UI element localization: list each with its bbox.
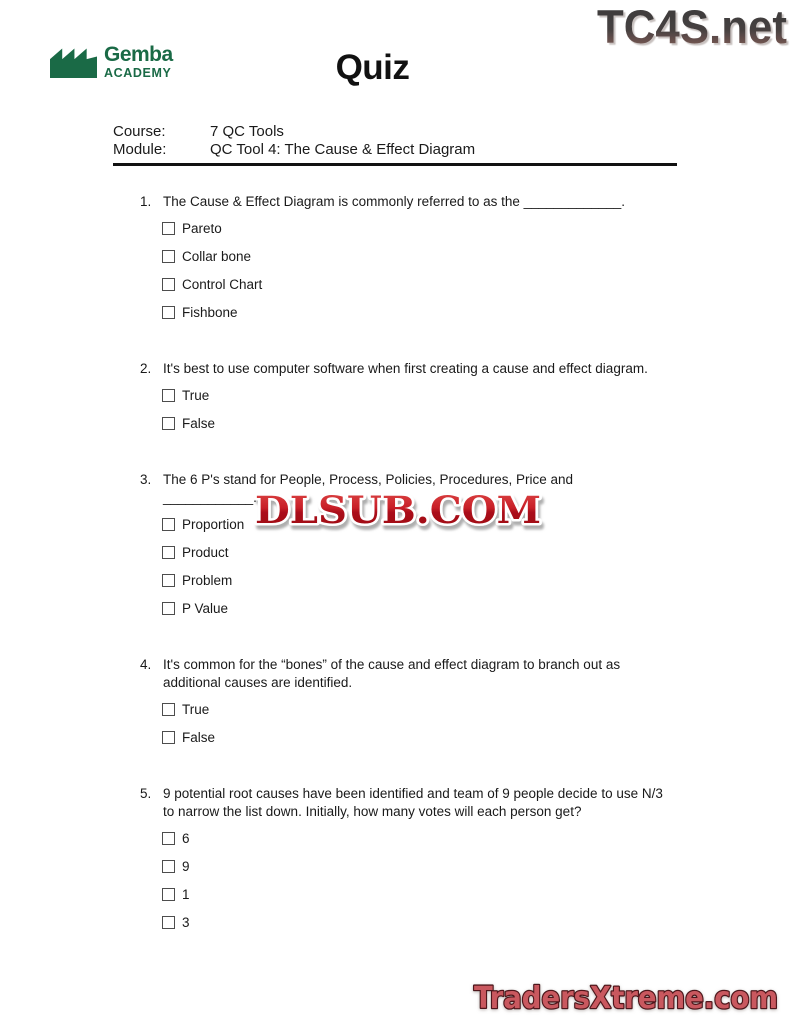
tc4s-watermark-text: TC4S.net	[597, 0, 788, 53]
question-text: 9 potential root causes have been identified and team of 9 people decide to use N/3 to narrow the list down. Initially, how many votes will each person get?	[163, 786, 663, 819]
answer-checkbox[interactable]	[162, 389, 175, 402]
answer-option	[162, 915, 665, 930]
answer-checkbox[interactable]	[162, 546, 175, 559]
answer-option-label: True	[182, 388, 210, 403]
watermark-center	[250, 485, 550, 540]
course-value: 7 QC Tools	[210, 123, 284, 140]
question-1	[140, 193, 665, 320]
answer-checkbox[interactable]	[162, 574, 175, 587]
logo-subtitle: ACADEMY	[104, 66, 172, 80]
answer-option-label: Problem	[182, 573, 233, 588]
answer-option-label: Proportion	[182, 517, 245, 532]
answer-checkbox[interactable]	[162, 860, 175, 873]
answer-option-label: 3	[182, 915, 190, 930]
question-list	[140, 193, 665, 970]
question-text: It's best to use computer software when first creating a cause and effect diagram.	[163, 361, 648, 376]
question-number: 1.	[140, 194, 152, 209]
tc4s-watermark-graphic	[595, 0, 791, 54]
question-number: 3.	[140, 472, 152, 487]
course-module-header	[113, 123, 677, 166]
answer-option-label: Fishbone	[182, 305, 238, 320]
question-number: 5.	[140, 786, 152, 801]
module-row	[113, 141, 677, 159]
answer-checkbox[interactable]	[162, 306, 175, 319]
answer-option	[162, 573, 665, 588]
answer-option-label: Product	[182, 545, 229, 560]
answer-option	[162, 221, 665, 236]
page-title: Quiz	[335, 48, 410, 87]
answer-checkbox[interactable]	[162, 731, 175, 744]
answer-option-label: P Value	[182, 601, 229, 616]
answer-checkbox[interactable]	[162, 888, 175, 901]
answer-option	[162, 388, 665, 403]
answer-option	[162, 601, 665, 616]
answer-option	[162, 249, 665, 264]
answer-checkbox[interactable]	[162, 222, 175, 235]
question-text: The 6 P's stand for People, Process, Policies, Procedures, Price and ____________.	[163, 472, 574, 505]
dlsub-watermark-graphic	[250, 485, 550, 535]
question-4	[140, 656, 665, 745]
module-value: QC Tool 4: The Cause & Effect Diagram	[210, 141, 476, 158]
question-text: The Cause & Effect Diagram is commonly referred to as the _____________.	[163, 194, 626, 209]
answer-option	[162, 545, 665, 560]
answer-option	[162, 416, 665, 431]
module-label: Module:	[113, 141, 167, 158]
question-text: It's common for the “bones” of the cause and effect diagram to branch out as additional causes are identified.	[163, 657, 621, 690]
answer-option	[162, 887, 665, 902]
answer-option-label: Control Chart	[182, 277, 263, 292]
tradersxtreme-watermark-text: TradersXtreme.com	[474, 981, 778, 1016]
answer-checkbox[interactable]	[162, 518, 175, 531]
course-label: Course:	[113, 123, 166, 140]
answer-option-label: True	[182, 702, 210, 717]
course-row	[113, 123, 677, 141]
answer-option-label: False	[182, 730, 216, 745]
answer-option	[162, 831, 665, 846]
question-number: 2.	[140, 361, 152, 376]
tradersxtreme-watermark-graphic	[468, 975, 786, 1021]
answer-checkbox[interactable]	[162, 278, 175, 291]
answer-option-label: 1	[182, 887, 190, 902]
logo-name: Gemba	[104, 43, 173, 66]
answer-option	[162, 277, 665, 292]
answer-option-label: False	[182, 416, 216, 431]
answer-option	[162, 730, 665, 745]
answer-option-label: Pareto	[182, 221, 222, 236]
watermark-bottom-right	[468, 975, 786, 1024]
question-5	[140, 785, 665, 930]
dlsub-watermark-text: DLSUB.COM	[255, 488, 541, 532]
answer-checkbox[interactable]	[162, 417, 175, 430]
answer-option-label: 6	[182, 831, 190, 846]
answer-option	[162, 702, 665, 717]
answer-checkbox[interactable]	[162, 832, 175, 845]
answer-checkbox[interactable]	[162, 250, 175, 263]
answer-option	[162, 305, 665, 320]
question-number: 4.	[140, 657, 152, 672]
answer-option-label: 9	[182, 859, 190, 874]
answer-option	[162, 859, 665, 874]
answer-checkbox[interactable]	[162, 916, 175, 929]
question-2	[140, 360, 665, 431]
answer-option-label: Collar bone	[182, 249, 252, 264]
answer-checkbox[interactable]	[162, 602, 175, 615]
answer-checkbox[interactable]	[162, 703, 175, 716]
